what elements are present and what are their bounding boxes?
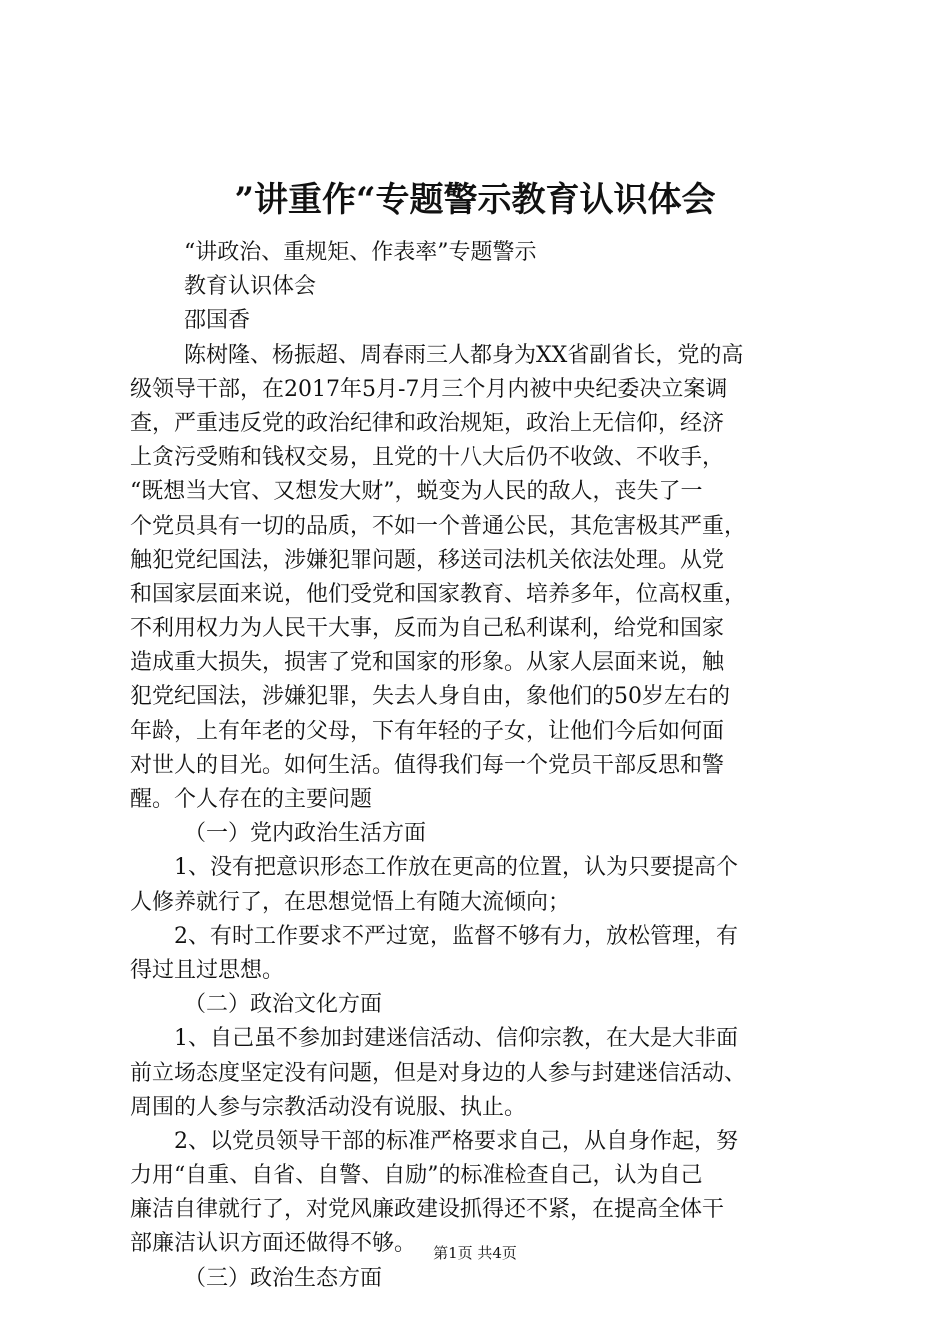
paragraph-line: 醒。个人存在的主要问题	[130, 787, 373, 812]
section-heading: （一）党内政治生活方面	[184, 821, 427, 847]
document-title: ”讲重作“专题警示教育认识体会	[234, 180, 716, 220]
subtitle-line: 教育认识体会	[184, 274, 317, 300]
paragraph-line: 不利用权力为人民干大事，反而为自己私利谋利，给党和国家	[130, 616, 725, 642]
paragraph-line: 犯党纪国法，涉嫌犯罪，失去人身自由，象他们的50岁左右的	[130, 684, 730, 710]
paragraph-line: 上贪污受贿和钱权交易，且党的十八大后仍不收敛、不收手，	[130, 445, 725, 471]
paragraph-line: “既想当大官、又想发大财”，蜕变为人民的敌人，丧失了一	[130, 479, 703, 505]
paragraph-line: 触犯党纪国法，涉嫌犯罪问题，移送司法机关依法处理。从党	[130, 547, 725, 573]
paragraph-line: 个党员具有一切的品质，不如一个普通公民，其危害极其严重，	[130, 513, 747, 539]
paragraph-line: 造成重大损失，损害了党和国家的形象。从家人层面来说，触	[130, 650, 725, 676]
section-heading: （二）政治文化方面	[184, 992, 383, 1018]
paragraph-line: 部廉洁认识方面还做得不够。	[130, 1231, 417, 1257]
paragraph-line: 前立场态度坚定没有问题，但是对身边的人参与封建迷信活动、	[130, 1060, 747, 1086]
section-heading: （三）政治生态方面	[184, 1265, 383, 1291]
paragraph-line: 周围的人参与宗教活动没有说服、执止。	[130, 1094, 527, 1120]
paragraph-line: 1、自己虽不参加封建迷信活动、信仰宗教，在大是大非面	[174, 1026, 738, 1052]
paragraph-line: 和国家层面来说，他们受党和国家教育、培养多年，位高权重，	[130, 581, 747, 607]
paragraph-line: 2、有时工作要求不严过宽，监督不够有力，放松管理，有	[174, 923, 738, 949]
paragraph-line: 廉洁自律就行了，对党风廉政建设抓得还不紧，在提高全体干	[130, 1197, 725, 1223]
paragraph-line: 人修养就行了，在思想觉悟上有随大流倾向；	[130, 889, 571, 915]
page-number-footer: 第1页 共4页	[433, 1244, 517, 1262]
paragraph-line: 力用“自重、自省、自警、自励”的标准检查自己，认为自己	[130, 1163, 703, 1189]
paragraph-line: 级领导干部，在2017年5月-7月三个月内被中央纪委决立案调	[130, 376, 728, 402]
paragraph-line: 查，严重违反党的政治纪律和政治规矩，政治上无信仰，经济	[130, 410, 725, 436]
paragraph-line: 对世人的目光。如何生活。值得我们每一个党员干部反思和警	[130, 752, 725, 778]
paragraph-line: 2、以党员领导干部的标准严格要求自己，从自身作起，努	[174, 1128, 738, 1154]
subtitle-line: “讲政治、重规矩、作表率”专题警示	[184, 240, 537, 265]
paragraph-line: 1、没有把意识形态工作放在更高的位置，认为只要提高个	[174, 855, 738, 881]
paragraph-line: 得过且过思想。	[130, 957, 285, 983]
paragraph-line: 陈树隆、杨振超、周春雨三人都身为XX省副省长，党的高	[184, 342, 744, 368]
paragraph-line: 年龄，上有年老的父母，下有年轻的子女，让他们今后如何面	[130, 718, 725, 744]
author-name: 邵国香	[184, 308, 251, 334]
document-body	[130, 236, 840, 1296]
